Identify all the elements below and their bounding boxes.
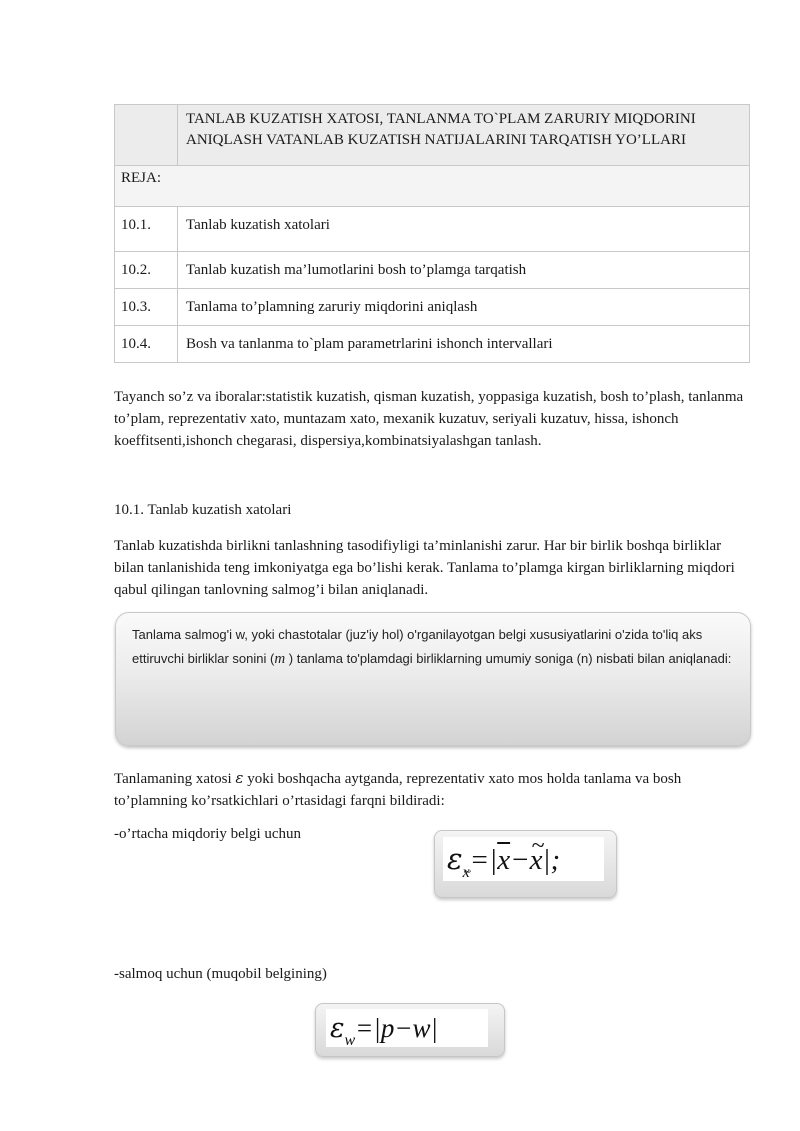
share-error-formula-text: $\varepsilon_w=|p-w|$ bbox=[326, 1009, 488, 1047]
section-heading: 10.1. Tanlab kuzatish xatolari bbox=[114, 502, 292, 518]
plan-item-number: 10.3. bbox=[115, 289, 178, 326]
plan-item-number: 10.4. bbox=[115, 326, 178, 363]
reja-row bbox=[115, 166, 750, 207]
plan-item-row bbox=[115, 326, 750, 363]
share-label: -salmoq uchun (muqobil belgining) bbox=[114, 966, 327, 982]
share-definition-callout bbox=[115, 612, 751, 746]
plan-title bbox=[178, 105, 750, 166]
plan-item-row bbox=[115, 289, 750, 326]
plan-title-row bbox=[115, 105, 750, 166]
plan-item-row bbox=[115, 252, 750, 289]
mean-error-formula bbox=[434, 830, 617, 898]
plan-table bbox=[114, 104, 750, 363]
plan-title-line-2: ANIQLASH VATANLAB KUZATISH NATIJALARINI TARQATISH YO’LLARI bbox=[186, 132, 686, 148]
intro-paragraph: Tanlab kuzatishda birlikni tanlashning tasodifiyligi ta’minlanishi zarur. Har bir birlik boshqa birliklar bilan tanlanishida teng imkoniyatga ega bo’lishi kerak. Tanlama to’plamga kirgan birliklarning miqdori qabul qilingan tanlovning salmog’i bilan aniqlanadi. bbox=[114, 538, 735, 598]
mean-label: -o’rtacha miqdoriy belgi uchun bbox=[114, 826, 302, 842]
share-error-formula bbox=[315, 1003, 505, 1057]
callout-text-before: Tanlama salmog'i w, yoki chastotalar (juz'iy hol) o'rganilayotgan belgi xususiyatlarini o'zida to'liq aks ettiruvchi birliklar sonini ( bbox=[132, 627, 703, 666]
plan-item-text: Tanlab kuzatish ma’lumotlarini bosh to’plamga tarqatish bbox=[178, 252, 750, 289]
epsilon-symbol: ε bbox=[235, 769, 244, 787]
plan-item-number: 10.2. bbox=[115, 252, 178, 289]
plan-item-text: Tanlama to’plamning zaruriy miqdorini aniqlash bbox=[178, 289, 750, 326]
mean-error-formula-text: ε~ $_x=|\overline{x}-\sim$ x|; bbox=[443, 837, 604, 881]
plan-title-line-1: TANLAB KUZATISH XATOSI, TANLANMA TO`PLAM ZARURIY MIQDORINI bbox=[186, 111, 696, 127]
plan-item-text: Bosh va tanlanma to`plam parametrlarini ishonch intervallari bbox=[178, 326, 750, 363]
reja-label: REJA: bbox=[115, 166, 750, 207]
plan-item-number: 10.1. bbox=[115, 207, 178, 252]
plan-item-row bbox=[115, 207, 750, 252]
m-symbol: m bbox=[274, 651, 286, 667]
callout-text-after: ) tanlama to'plamdagi birliklarning umumiy soniga (n) nisbati bilan aniqlanadi: bbox=[285, 651, 732, 666]
error-paragraph: Tanlamaning xatosi ε yoki boshqacha aytganda, reprezentativ xato mos holda tanlama va bosh to’plamning ko’rsatkichlari o’rtasidagi farqni bildiradi: bbox=[114, 769, 682, 809]
plan-item-text: Tanlab kuzatish xatolari bbox=[178, 207, 750, 252]
keywords-paragraph: Tayanch so’z va iboralar:statistik kuzatish, qisman kuzatish, yoppasiga kuzatish, bosh to’plash, tanlanma to’plam, reprezentativ xato, muntazam xato, mexanik kuzatuv, seriyali kuzatuv, hissa, ishonch koeffitsenti,ishonch chegarasi, dispersiya,kombinatsiyalashgan tanlash. bbox=[114, 389, 744, 449]
